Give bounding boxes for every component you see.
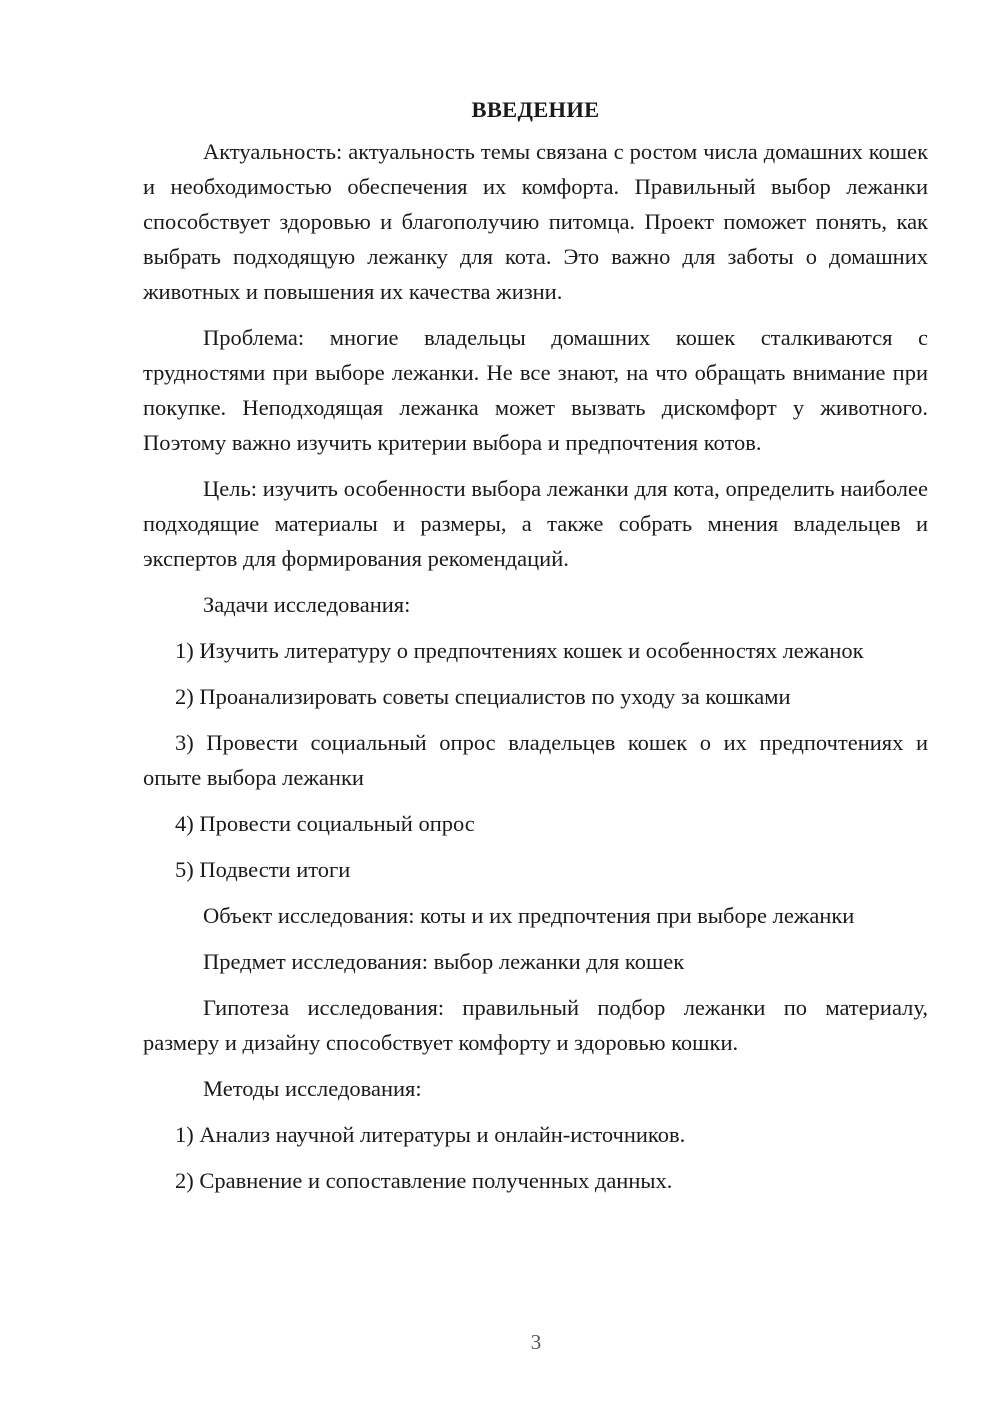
method-item-1: 1) Анализ научной литературы и онлайн-источников.	[175, 1122, 686, 1147]
object-paragraph: Объект исследования: коты и их предпочтения при выборе лежанки	[203, 903, 855, 928]
relevance-paragraph: Актуальность: актуальность темы связана с ростом числа домашних кошек и необходимостью обеспечения их комфорта. Правильный выбор лежанки способствует здоровью и благополучию питомца. Проект поможет понять, как выбрать подходящую лежанку для кота. Это важно для заботы о домашних животных и повышения их качества жизни.	[143, 139, 928, 304]
method-item-2: 2) Сравнение и сопоставление полученных данных.	[175, 1168, 673, 1193]
tasks-heading: Задачи исследования:	[203, 592, 411, 617]
methods-heading: Методы исследования:	[203, 1076, 422, 1101]
hypothesis-paragraph: Гипотеза исследования: правильный подбор лежанки по материалу, размеру и дизайну способствует комфорту и здоровью кошки.	[143, 995, 928, 1055]
task-item-2: 2) Проанализировать советы специалистов по уходу за кошками	[175, 684, 791, 709]
problem-paragraph: Проблема: многие владельцы домашних кошек сталкиваются с трудностями при выборе лежанки. Не все знают, на что обращать внимание при покупке. Неподходящая лежанка может вызвать дискомфорт у животного. Поэтому важно изучить критерии выбора и предпочтения котов.	[143, 325, 928, 455]
task-item-4: 4) Провести социальный опрос	[175, 811, 475, 836]
task-item-3: 3) Провести социальный опрос владельцев кошек о их предпочтениях и опыте выбора лежанки	[143, 730, 928, 790]
subject-paragraph: Предмет исследования: выбор лежанки для кошек	[203, 949, 685, 974]
page-number: 3	[530, 1330, 542, 1354]
task-item-5: 5) Подвести итоги	[175, 857, 351, 882]
section-heading: ВВЕДЕНИЕ	[471, 97, 600, 122]
task-item-1: 1) Изучить литературу о предпочтениях кошек и особенностях лежанок	[175, 638, 864, 663]
document-page	[143, 92, 928, 1209]
goal-paragraph: Цель: изучить особенности выбора лежанки для кота, определить наиболее подходящие материалы и размеры, а также собрать мнения владельцев и экспертов для формирования рекомендаций.	[143, 476, 928, 571]
